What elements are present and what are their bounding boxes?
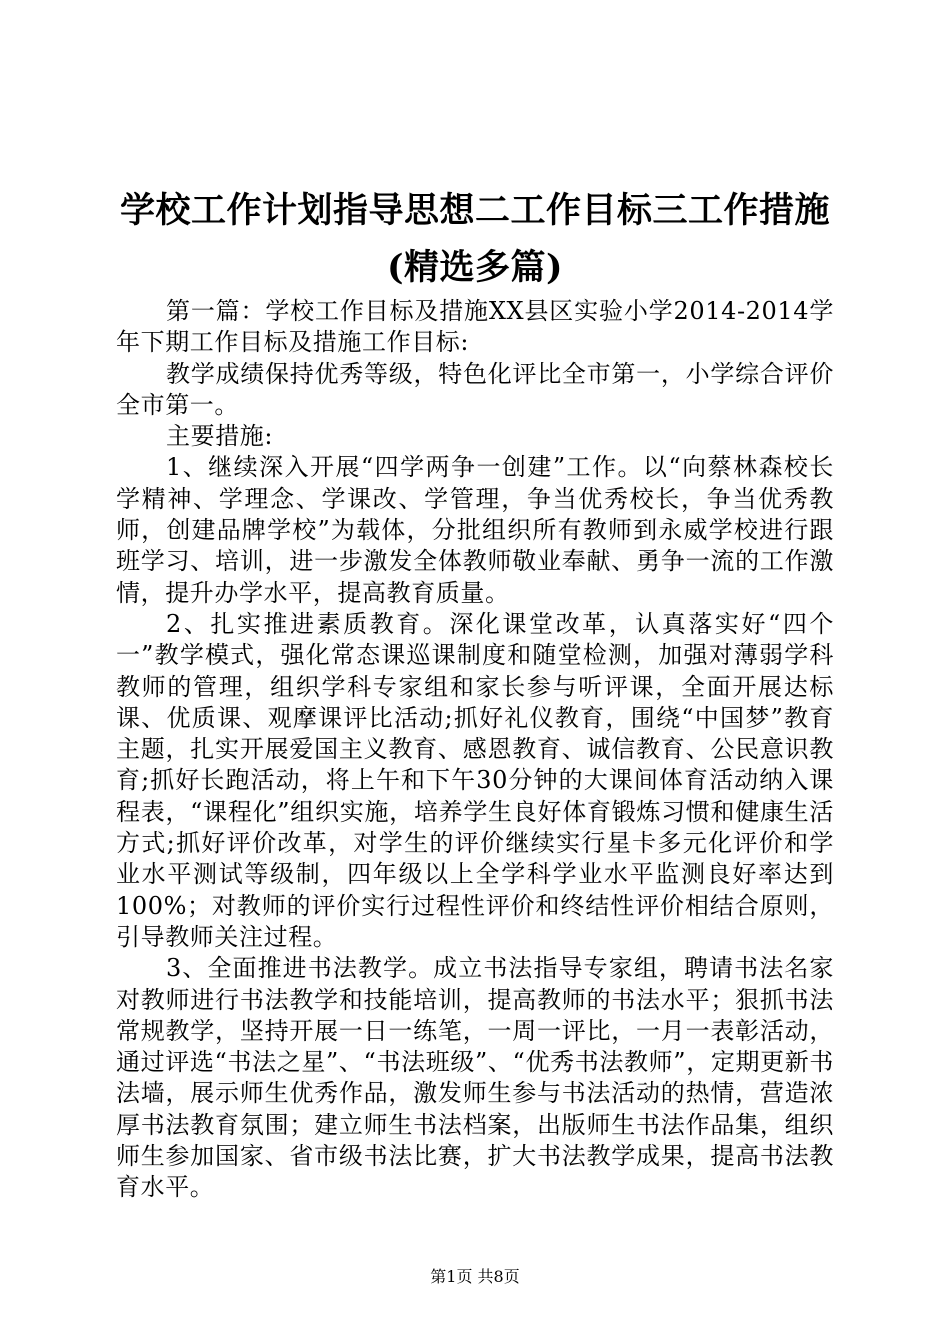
paragraph-goals: 教学成绩保持优秀等级，特色化评比全市第一，小学综合评价全市第一。 — [116, 359, 834, 419]
paragraph-measure-2: 2、扎实推进素质教育。深化课堂改革，认真落实好“四个一”教学模式，强化常态课巡课制度和随堂检测，加强对薄弱学科教师的管理，组织学科专家组和家长参与听评课，全面开展达标课、优质课、观摩课评比活动;抓好礼仪教育，围绕“中国梦”教育主题，扎实开展爱国主义教育、感恩教育、诚信教育、公民意识教育;抓好长跑活动，将上午和下午30分钟的大课间体育活动纳入课程表，“课程化”组织实施，培养学生良好体育锻炼习惯和健康生活方式;抓好评价改革，对学生的评价继续实行星卡多元化评价和学业水平测试等级制，四年级以上全学科学业水平监测良好率达到100%；对教师的评价实行过程性评价和终结性评价相结合原则，引导教师关注过程。 — [116, 609, 834, 951]
document-title-line-2: (精选多篇) — [386, 247, 564, 288]
paragraph-intro: 第一篇：学校工作目标及措施XX县区实验小学2014-2014学年下期工作目标及措施工作目标: — [116, 297, 834, 357]
paragraph-measures-heading: 主要措施: — [166, 422, 274, 451]
document-body — [116, 296, 834, 1204]
paragraph-measure-1: 1、继续深入开展“四学两争一创建”工作。以“向蔡林森校长学精神、学理念、学课改、学管理，争当优秀校长，争当优秀教师，创建品牌学校”为载体，分批组织所有教师到永威学校进行跟班学习、培训，进一步激发全体教师敬业奉献、勇争一流的工作激情，提升办学水平，提高教育质量。 — [116, 453, 834, 607]
document-title-line-1: 学校工作计划指导思想二工作目标三工作措施 — [119, 190, 830, 231]
page-footer: 第1页 共8页 — [430, 1267, 520, 1286]
paragraph-measure-3: 3、全面推进书法教学。成立书法指导专家组，聘请书法名家对教师进行书法教学和技能培训，提高教师的书法水平；狠抓书法常规教学，坚持开展一日一练笔，一周一评比，一月一表彰活动，通过评选“书法之星”、“书法班级”、“优秀书法教师”，定期更新书法墙，展示师生优秀作品，激发师生参与书法活动的热情，营造浓厚书法教育氛围；建立师生书法档案，出版师生书法作品集，组织师生参加国家、省市级书法比赛，扩大书法教学成果，提高书法教育水平。 — [116, 954, 834, 1202]
